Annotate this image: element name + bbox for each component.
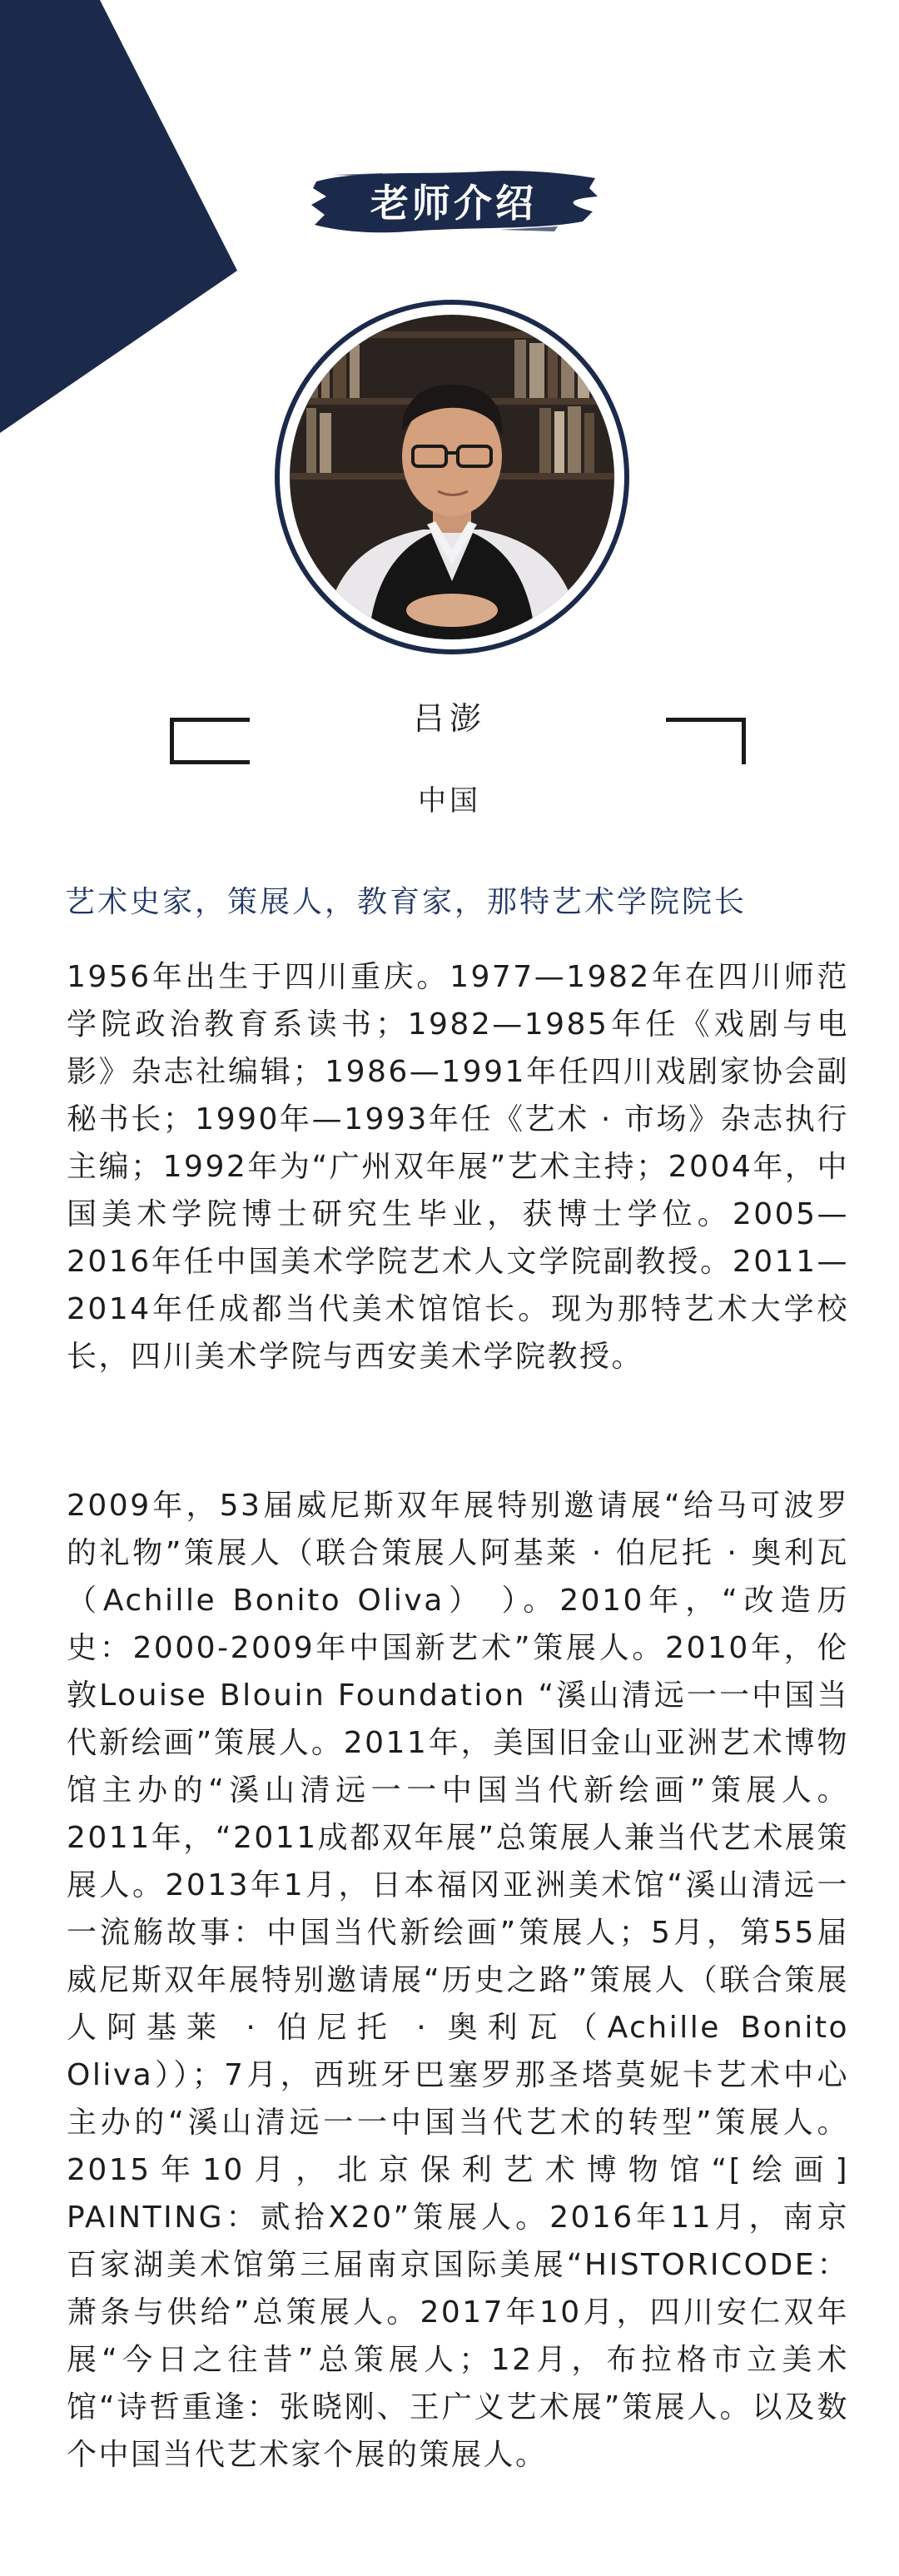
- left-bracket-decoration: [170, 718, 250, 764]
- person-subtitle: 艺术史家，策展人，教育家，那特艺术学院院长: [65, 885, 748, 919]
- corner-triangle-decoration: [0, 0, 241, 433]
- bio-paragraph-2: 2009年，53届威尼斯双年展特别邀请展“给马可波罗的礼物”策展人（联合策展人阿基莱 · 伯尼托 · 奥利瓦（Achille Bonito Oliva） ）。2010年，“改造历史：2000-2009年中国新艺术”策展人。2010年，伦敦Louise Blouin Foundation “溪山清远一一中国当代新绘画”策展人。2011年，美国旧金山亚洲艺术博物馆主办的“溪山清远一一中国当代新绘画”策展人。2011年，“2011成都双年展”总策展人兼当代艺术展策展人。2013年1月，日本福冈亚洲美术馆“溪山清远一一流觞故事：中国当代新绘画”策展人；5月，第55届威尼斯双年展特别邀请展“历史之路”策展人（联合策展人阿基莱 · 伯尼托 · 奥利瓦（Achille Bonito Oliva））；7月，西班牙巴塞罗那圣塔莫妮卡艺术中心主办的“溪山清远一一中国当代艺术的转型”策展人。2015年10月，北京保利艺术博物馆“[绘画] PAINTING：贰拾X20”策展人。2016年11月，南京百家湖美术馆第三届南京国际美展“HISTORICODE：萧条与供给”总策展人。2017年10月，四川安仁双年展“今日之往昔”总策展人；12月，布拉格市立美术馆“诗哲重逢：张晓刚、王广义艺术展”策展人。以及数个中国当代艺术家个展的策展人。: [67, 1489, 849, 2472]
- section-title: [308, 163, 599, 238]
- page-title: 老师介绍: [370, 181, 537, 226]
- right-bracket-decoration: [666, 718, 746, 764]
- portrait-illustration: [290, 315, 614, 639]
- person-country: 中国: [418, 784, 481, 818]
- person-name: 吕澎: [412, 700, 486, 737]
- portrait-photo: [290, 315, 614, 639]
- bio-paragraph-1: 1956年出生于四川重庆。1977—1982年在四川师范学院政治教育系读书；1982—1985年任《戏剧与电影》杂志社编辑；1986—1991年任四川戏剧家协会副秘书长；1990年—1993年任《艺术 · 市场》杂志执行主编；1992年为“广州双年展”艺术主持；2004年，中国美术学院博士研究生毕业，获博士学位。2005—2016年任中国美术学院艺术人文学院副教授。2011—2014年任成都当代美术馆馆长。现为那特艺术大学校长，四川美术学院与西安美术学院教授。: [67, 960, 849, 1374]
